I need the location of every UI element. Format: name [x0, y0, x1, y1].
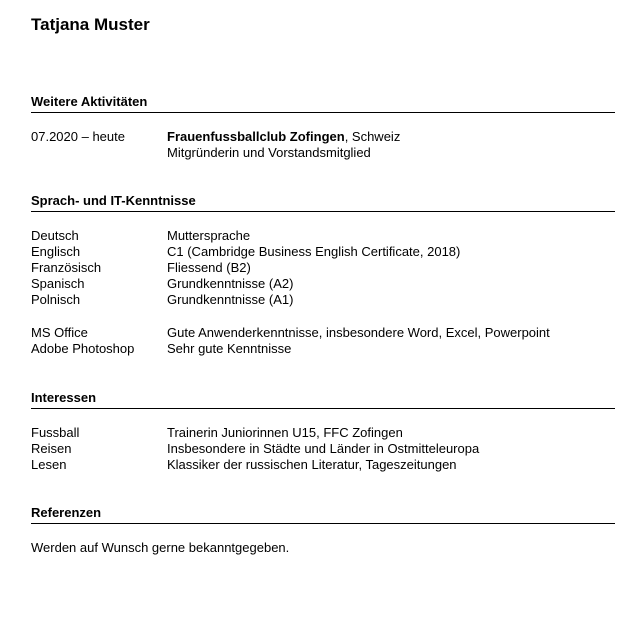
section-title-activities: Weitere Aktivitäten	[31, 94, 148, 109]
section-title-references: Referenzen	[31, 505, 102, 520]
activity-org: Frauenfussballclub Zofingen	[167, 129, 345, 144]
activity-role: Mitgründerin und Vorstandsmitglied	[167, 145, 371, 160]
section-activities	[31, 94, 615, 161]
section-title-interests: Interessen	[31, 390, 97, 405]
it-skill-label: MS Office	[31, 325, 88, 340]
activity-role-row	[31, 145, 615, 161]
activity-location: , Schweiz	[344, 129, 401, 144]
language-label: Deutsch	[31, 228, 79, 243]
language-row	[31, 276, 615, 292]
it-skill-label: Adobe Photoshop	[31, 341, 135, 356]
section-title-skills: Sprach- und IT-Kenntnisse	[31, 193, 196, 208]
language-level: C1 (Cambridge Business English Certificate, 2018)	[167, 244, 461, 259]
language-label: Englisch	[31, 244, 81, 259]
language-label: Polnisch	[31, 292, 81, 307]
it-skill-level: Gute Anwenderkenntnisse, insbesondere Word, Excel, Powerpoint	[167, 325, 550, 340]
language-row	[31, 244, 615, 260]
interest-detail: Trainerin Juniorinnen U15, FFC Zofingen	[167, 425, 403, 440]
section-references	[31, 505, 615, 556]
interest-detail: Klassiker der russischen Literatur, Tageszeitungen	[167, 457, 457, 472]
language-level: Fliessend (B2)	[167, 260, 251, 275]
language-level: Grundkenntnisse (A2)	[167, 276, 294, 291]
interest-label: Reisen	[31, 441, 72, 456]
it-skill-level: Sehr gute Kenntnisse	[167, 341, 292, 356]
references-text: Werden auf Wunsch gerne bekanntgegeben.	[31, 540, 290, 555]
interest-detail: Insbesondere in Städte und Länder in Ostmitteleuropa	[167, 441, 480, 456]
person-name: Tatjana Muster	[31, 15, 150, 34]
interest-label: Lesen	[31, 457, 67, 472]
it-skill-row	[31, 341, 615, 357]
language-level: Grundkenntnisse (A1)	[167, 292, 294, 307]
language-row	[31, 228, 615, 244]
language-label: Französisch	[31, 260, 102, 275]
interest-row	[31, 425, 615, 441]
activity-date: 07.2020 – heute	[31, 129, 125, 144]
section-skills	[31, 193, 615, 357]
interest-row	[31, 457, 615, 473]
interest-label: Fussball	[31, 425, 80, 440]
language-label: Spanisch	[31, 276, 85, 291]
activity-entry	[31, 129, 615, 145]
language-row	[31, 292, 615, 308]
language-level: Muttersprache	[167, 228, 251, 243]
activity-org-line	[167, 129, 400, 145]
it-skill-row	[31, 325, 615, 341]
section-interests	[31, 390, 615, 473]
interest-row	[31, 441, 615, 457]
language-row	[31, 260, 615, 276]
